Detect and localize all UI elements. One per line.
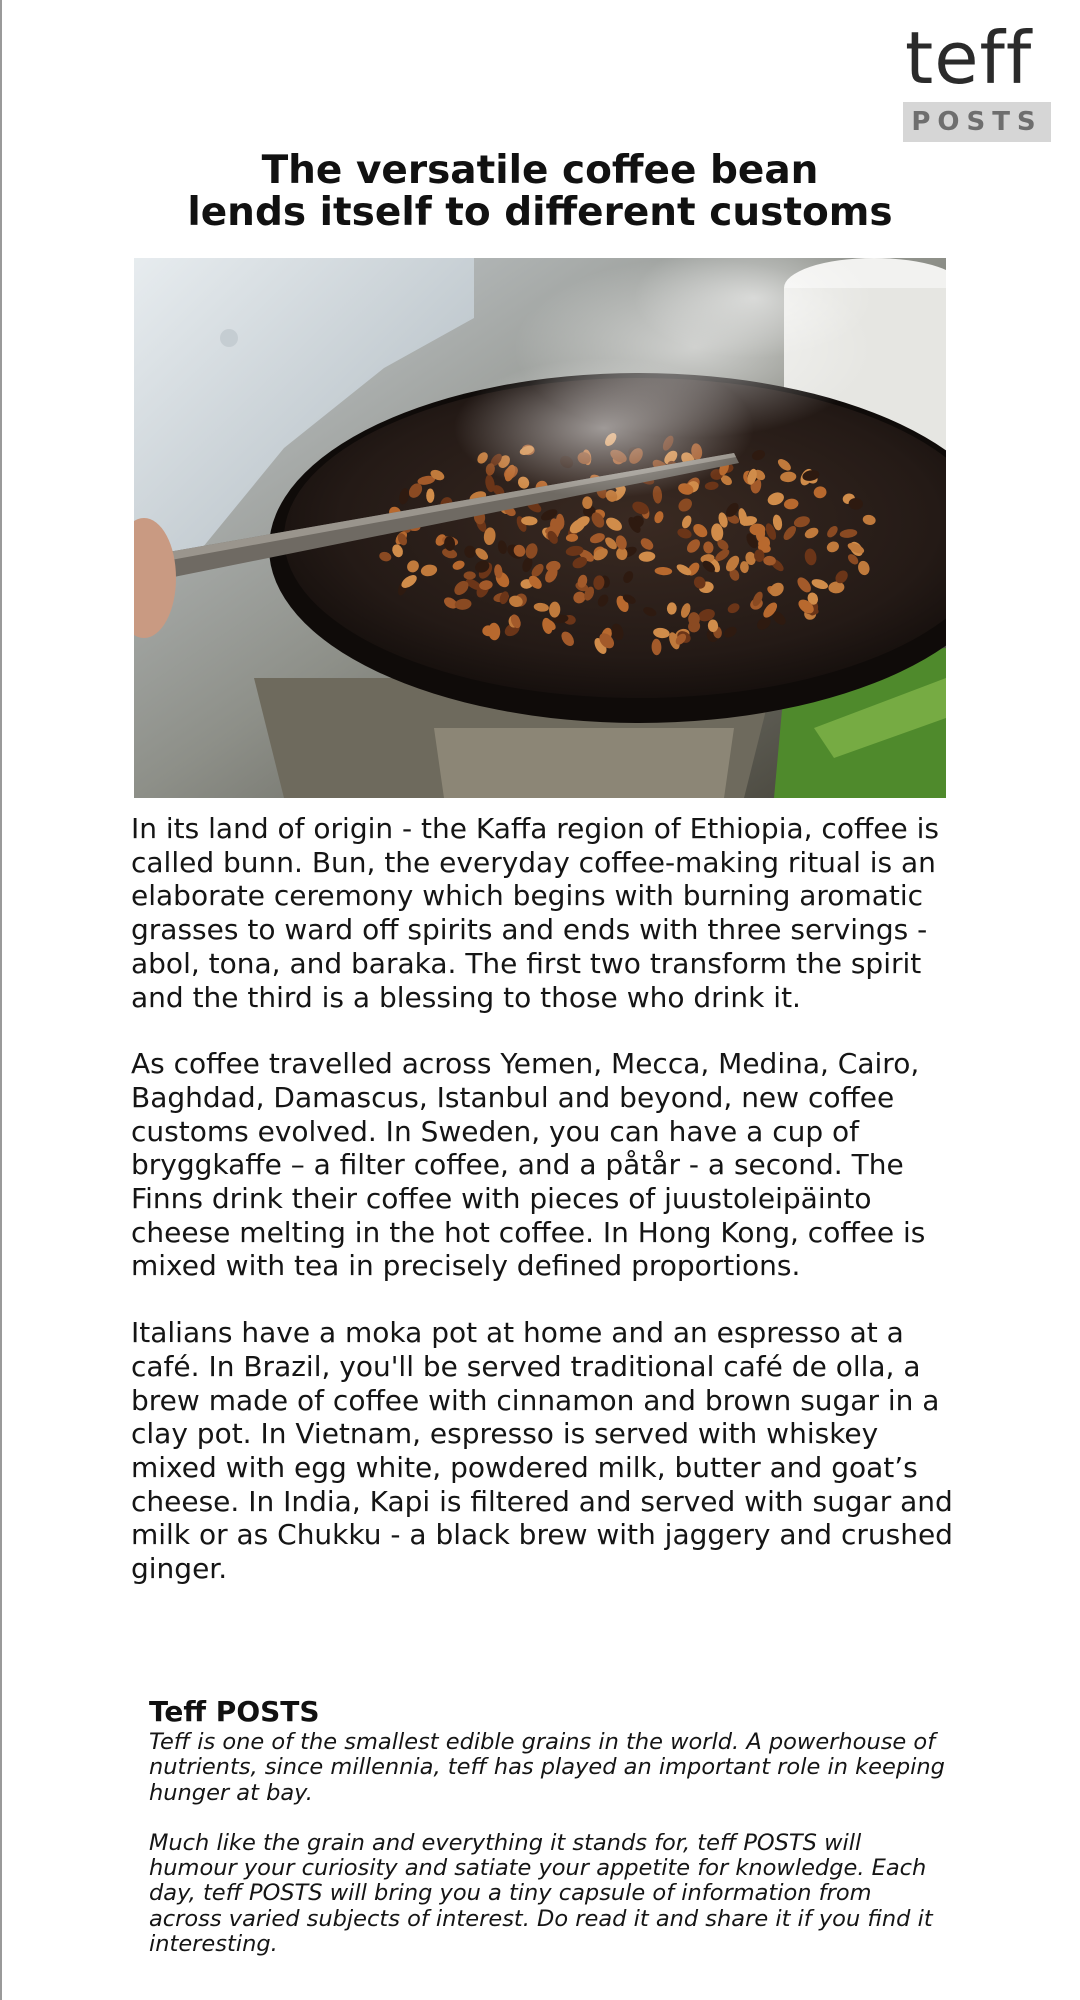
article-paragraph-1: In its land of origin - the Kaffa region of Ethiopia, coffee is called bunn. Bun, the everyday coffee-making ritual is an elaborate ceremony which begins with burning aromatic grasses to ward off spirits and ends with three servings - abol, tona, and baraka. The first two transform the spirit and the third is a blessing to those who drink it. — [131, 812, 939, 1014]
article-paragraph-2: As coffee travelled across Yemen, Mecca, Medina, Cairo, Baghdad, Damascus, Istanbul and beyond, new coffee customs evolved. In Sweden, you can have a cup of bryggkaffe – a filter coffee, and a påtår - a second. The Finns drink their coffee with pieces of juustoleipäinto cheese melting in the hot coffee. In Hong Kong, coffee is mixed with tea in precisely defined proportions. — [131, 1047, 926, 1283]
title-line-1: The versatile coffee bean — [261, 148, 819, 193]
logo-posts-tag: POSTS — [903, 102, 1051, 142]
teff-posts-about — [149, 1696, 949, 1982]
article-paragraph-3: Italians have a moka pot at home and an espresso at a café. In Brazil, you'll be served traditional café de olla, a brew made of coffee with cinnamon and brown sugar in a clay pot. In Vietnam, espresso is served with whiskey mixed with egg white, powdered milk, butter and goat’s cheese. In India, Kapi is filtered and served with sugar and milk or as Chukku - a black brew with jaggery and crushed ginger. — [131, 1316, 953, 1586]
coffee-bean — [464, 571, 476, 579]
coffee-roasting-photo — [134, 258, 946, 798]
page-left-rule — [0, 0, 2, 2000]
logo-wordmark: teff — [905, 16, 1033, 100]
teff-posts-logo — [903, 16, 1053, 142]
about-title: Teff POSTS — [149, 1695, 320, 1728]
title-line-2: lends itself to different customs — [187, 190, 893, 235]
coffee-roasting-illustration — [134, 258, 946, 798]
about-paragraph-2: Much like the grain and everything it stands for, teff POSTS will humour your curiosity and satiate your appetite for knowledge. Each day, teff POSTS will bring you a tiny capsule of information from across varied subjects of interest. Do read it and share it if you find it interesting. — [149, 1829, 933, 1958]
coffee-bean — [426, 489, 434, 503]
about-paragraph-1: Teff is one of the smallest edible grains in the world. A powerhouse of nutrients, since millennia, teff has played an important role in keeping hunger at bay. — [149, 1729, 945, 1806]
article-body — [131, 812, 971, 1619]
page-title — [120, 150, 960, 234]
